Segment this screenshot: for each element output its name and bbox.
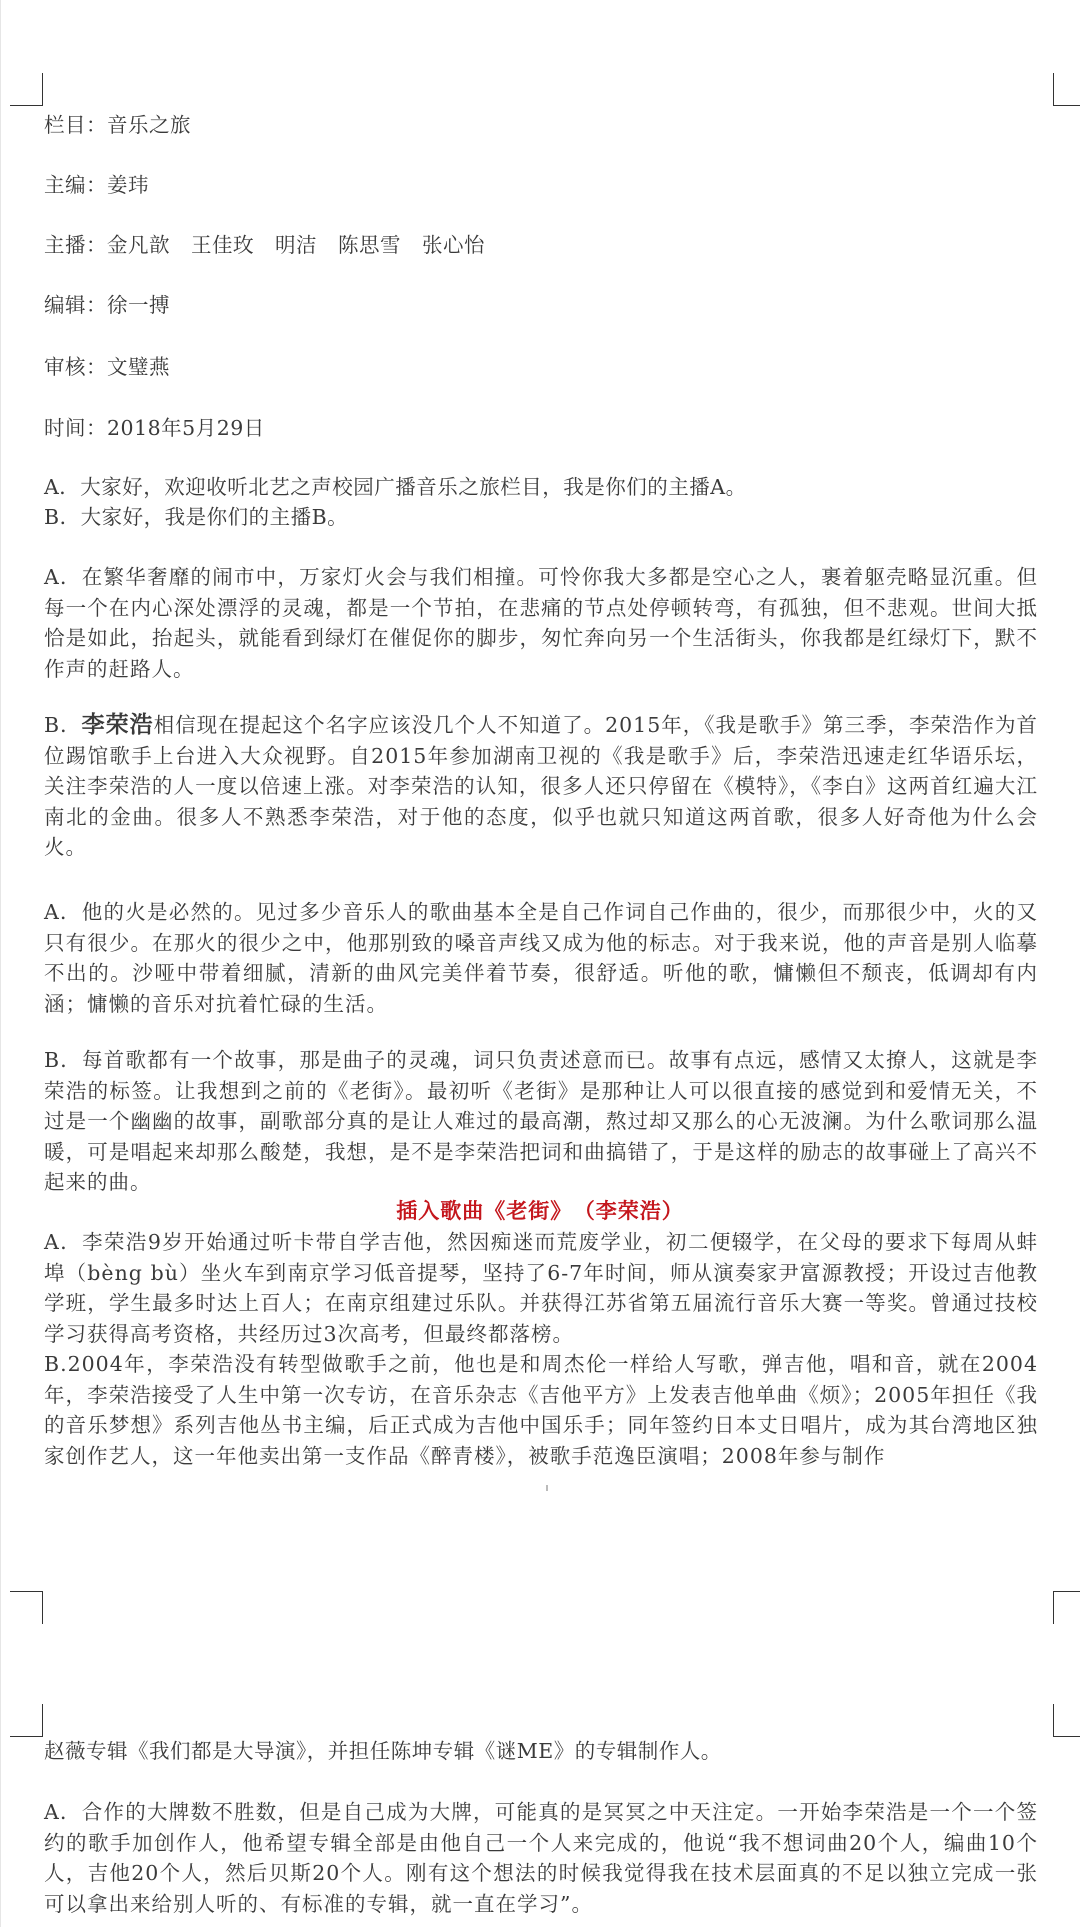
crop-mark-top-right-2 bbox=[1053, 1704, 1080, 1737]
date-line: 时间：2018年5月29日 bbox=[44, 416, 265, 440]
paragraph-a-1: A．在繁华奢靡的闹市中，万家灯火会与我们相撞。可怜你我大多都是空心之人，裹着躯壳略显沉重。但每一个在内心深处漂浮的灵魂，都是一个节拍，在悲痛的节点处停顿转弯，有孤独，但不悲观。世间大抵恰是如此，抬起头，就能看到绿灯在催促你的脚步，匆忙奔向另一个生活街头，你我都是红绿灯下，默不作声的赶路人。 bbox=[44, 565, 1038, 681]
column-line: 栏目：音乐之旅 bbox=[44, 113, 191, 137]
insert-song-heading bbox=[0, 1196, 1080, 1226]
hosts-line: 主播：金凡歆 王佳玫 明洁 陈思雪 张心怡 bbox=[44, 233, 485, 257]
paragraph-b-2: B．每首歌都有一个故事，那是曲子的灵魂，词只负责述意而已。故事有点远，感情又太撩人，这就是李荣浩的标签。让我想到之前的《老街》。最初听《老街》是那种让人可以很直接的感觉到和爱情无关，不过是一个幽幽的故事，副歌部分真的是让人难过的最高潮，熬过却又那么的心无波澜。为什么歌词那么温暖，可是唱起来却那么酸楚，我想，是不是李荣浩把词和曲搞错了，于是这样的励志的故事碰上了高兴不起来的曲。 bbox=[44, 1048, 1038, 1194]
crop-mark-top-left bbox=[10, 73, 43, 106]
intro-b: B．大家好，我是你们的主播B。 bbox=[44, 505, 349, 529]
page2-continuation: 赵薇专辑《我们都是大导演》，并担任陈坤专辑《谜ME》的专辑制作人。 bbox=[44, 1739, 722, 1763]
paragraph-a-2: A．他的火是必然的。见过多少音乐人的歌曲基本全是自己作词自己作曲的，很少，而那很少中，火的又只有很少。在那火的很少之中，他那别致的嗓音声线又成为他的标志。对于我来说，他的声音是别人临摹不出的。沙哑中带着细腻，清新的曲风完美伴着节奏，很舒适。听他的歌，慵懒但不颓丧，低调却有内涵；慵懒的音乐对抗着忙碌的生活。 bbox=[44, 900, 1038, 1016]
crop-mark-bottom-right bbox=[1053, 1591, 1080, 1624]
crop-mark-bottom-left bbox=[10, 1591, 43, 1624]
paragraph-a-4: A．合作的大牌数不胜数，但是自己成为大牌，可能真的是冥冥之中天注定。一开始李荣浩是一个一个签约的歌手加创作人，他希望专辑全部是由他自己一个人来完成的，他说“我不想词曲20个人，编曲10个人，吉他20个人，然后贝斯20个人。刚有这个想法的时候我觉得我在技术层面真的不足以独立完成一张可以拿出来给别人听的、有标准的专辑，就一直在学习”。 bbox=[44, 1800, 1038, 1916]
insert-song-label: 插入歌曲《老街》 bbox=[396, 1198, 573, 1223]
paragraph-b-3: B.2004年，李荣浩没有转型做歌手之前，他也是和周杰伦一样给人写歌，弹吉他，唱和音，就在2004年，李荣浩接受了人生中第一次专访，在音乐杂志《吉他平方》上发表吉他单曲《烦》；2005年担任《我的音乐梦想》系列吉他丛书主编，后正式成为吉他中国乐手；同年签约日本丈日唱片，成为其台湾地区独家创作艺人，这一年他卖出第一支作品《醉青楼》，被歌手范逸臣演唱；2008年参与制作 bbox=[44, 1352, 1038, 1468]
page-edge bbox=[0, 0, 1, 1927]
crop-mark-top-right bbox=[1053, 73, 1080, 106]
artist-name: 李荣浩 bbox=[81, 711, 154, 738]
editor-in-chief-line: 主编：姜玮 bbox=[44, 173, 149, 197]
intro-a: A．大家好，欢迎收听北艺之声校园广播音乐之旅栏目，我是你们的主播A。 bbox=[44, 475, 747, 499]
editor-line: 编辑：徐一搏 bbox=[44, 293, 170, 317]
reviewer-line: 审核：文璧燕 bbox=[44, 355, 170, 379]
insert-song-artist: （李荣浩） bbox=[584, 1198, 684, 1223]
paragraph-b-1 bbox=[44, 710, 1038, 863]
paragraph-prefix: B． bbox=[44, 713, 82, 737]
paragraph-b-1-text: 相信现在提起这个名字应该没几个人不知道了。2015年，《我是歌手》第三季，李荣浩作为首位踢馆歌手上台进入大众视野。自2015年参加湖南卫视的《我是歌手》后，李荣浩迅速走红华语乐坛，关注李荣浩的人一度以倍速上涨。对李荣浩的认知，很多人还只停留在《模特》，《李白》这两首红遍大江南北的金曲。很多人不熟悉李荣浩，对于他的态度，似乎也就只知道这两首歌，很多人好奇他为什么会火。 bbox=[44, 713, 1038, 859]
paragraph-a-3: A．李荣浩9岁开始通过听卡带自学吉他，然因痴迷而荒废学业，初二便辍学，在父母的要求下每周从蚌埠（bèng bù）坐火车到南京学习低音提琴，坚持了6-7年时间，师从演奏家尹富源教授；开设过吉他教学班，学生最多时达上百人；在南京组建过乐队。并获得江苏省第五届流行音乐大赛一等奖。曾通过技校学习获得高考资格，共经历过3次高考，但最终都落榜。 bbox=[44, 1230, 1038, 1346]
page-mark bbox=[546, 1485, 548, 1491]
crop-mark-top-left-2 bbox=[10, 1704, 43, 1737]
